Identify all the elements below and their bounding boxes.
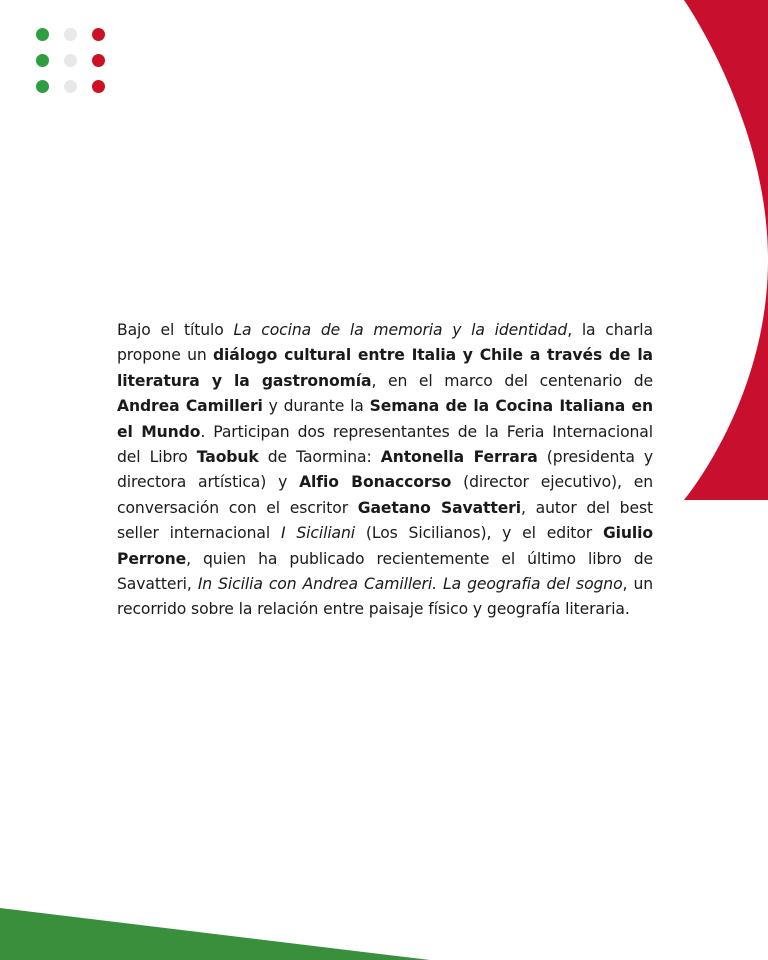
description-paragraph [117,318,653,623]
paragraph-segment: , quien ha publicado recientemente el último libro de Savatteri, [117,549,653,594]
dot-6 [92,54,105,67]
paragraph-segment: de Taormina: [258,448,381,467]
paragraph-segment: , en el marco del centenario de [371,371,654,390]
paragraph-segment: La cocina de la memoria y la identidad [233,321,568,339]
paragraph-segment: Andrea Camilleri [117,397,263,416]
dot-2 [64,28,77,41]
paragraph-segment: , la charla propone un [117,321,653,365]
paragraph-segment: (presidenta y directora artística) y [117,448,654,492]
paragraph-segment: . Participan dos representantes de la Feria Internacional del Libro [117,422,653,467]
dot-4 [36,54,49,67]
dot-9 [92,80,105,93]
paragraph-segment: Taobuk [196,448,259,467]
paragraph-segment: Gaetano Savatteri [357,498,522,517]
paragraph-segment: Giulio Perrone [117,524,654,568]
dot-8 [64,80,77,93]
paragraph-segment: Antonella Ferrara [380,448,538,467]
paragraph-segment: In Sicilia con Andrea Camilleri. La geografia del sogno [197,575,623,594]
paragraph-segment: (Los Sicilianos), y el editor [355,524,603,543]
dot-5 [64,54,77,67]
red-arc-ornament [648,0,768,520]
paragraph-segment: , autor del best seller internacional [117,498,653,543]
paragraph-segment: Alfio Bonaccorso [299,473,452,492]
paragraph-segment: I Siciliani [280,524,356,543]
paragraph-segment: Semana de la Cocina Italiana en el Mundo [117,397,653,441]
dot-grid-ornament [36,28,120,106]
dot-7 [36,80,49,93]
paragraph-segment: , un recorrido sobre la relación entre paisaje físico y geografía literaria. [117,575,654,619]
paragraph-segment: diálogo cultural entre Italia y Chile a través de la literatura y la gastronomía [117,346,653,390]
paragraph-segment: Bajo el título [117,321,234,339]
paragraph-segment: y durante la [262,397,370,416]
document-body [117,318,653,623]
paragraph-segment: (director ejecutivo), en conversación con el escritor [117,473,653,517]
dot-1 [36,28,49,41]
dot-3 [92,28,105,41]
green-wedge-ornament [0,880,520,960]
